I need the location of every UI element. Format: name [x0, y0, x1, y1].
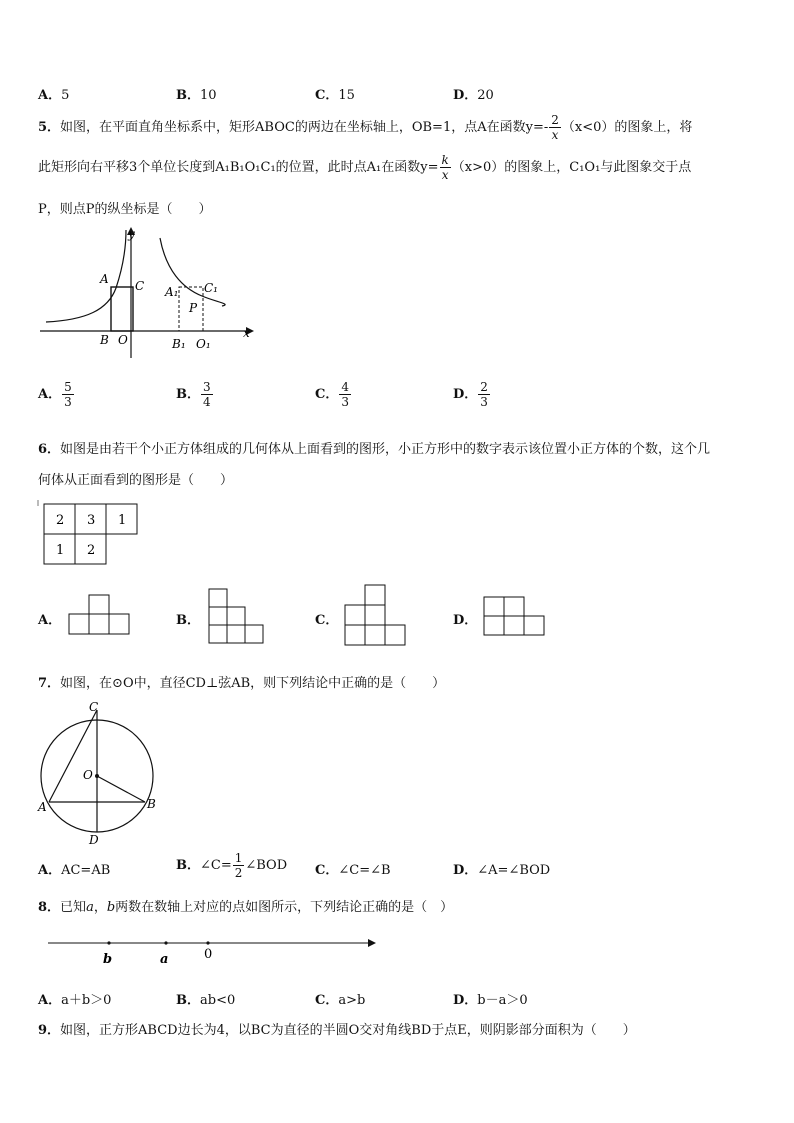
q6-line1: 6．如图是由若干个小正方体组成的几何体从上面看到的图形，小正方形中的数字表示该位置小正方体的个数，这个几 [38, 442, 711, 457]
q5-coordinate-figure [36, 224, 256, 360]
q5-option-d: D． $\frac{2}{3}$ [453, 380, 488, 409]
q8-option-b: B．ab<0 [176, 993, 236, 1008]
q8-option-a: A．a＋b＞0 [38, 993, 112, 1008]
label-c: C [89, 700, 99, 714]
label-b1: B₁ [172, 337, 186, 351]
q8-number-line [44, 932, 380, 968]
grid-cell-r1c2: 3 [87, 513, 96, 528]
q6-line2: 何体从正面看到的图形是（ ） [38, 473, 234, 488]
q5-fraction-k-over-x: $\frac{k}{x}$ [441, 153, 449, 182]
label-a1: A₁ [165, 285, 179, 299]
number-line-arrow-icon [368, 939, 376, 947]
label-d: D [89, 833, 99, 847]
grid-cell-r2c1: 1 [56, 543, 65, 558]
rectangle-aboc [111, 287, 133, 331]
q9-question: 9．如图，正方形ABCD边长为4，以BC为直径的半圆O交对角线BD于点E，则阴影部分面积为（ ） [38, 1023, 636, 1038]
q5-line1: 5．如图，在平面直角坐标系中，矩形ABOC的两边在坐标轴上，OB=1，点A在函数y=- $\frac{2}{x}$ （x<0）的图象上，将 [38, 113, 693, 142]
q4-option-a: A．5 [38, 88, 70, 103]
q4-option-c: C．15 [315, 88, 355, 103]
point-a [164, 941, 167, 944]
label-a: a [160, 952, 169, 967]
q6-option-b-label: B． [176, 613, 200, 628]
q5-line3: P，则点P的纵坐标是（ ） [38, 202, 212, 217]
center-point [95, 774, 99, 778]
segment-ob [97, 776, 145, 802]
q7-option-a: A．AC=AB [38, 863, 111, 878]
label-zero: 0 [204, 947, 213, 962]
segment-ac [49, 710, 97, 802]
label-c1: C₁ [204, 281, 218, 295]
q7-option-b: B．∠C= $\frac{1}{2}$ ∠BOD [176, 851, 288, 880]
q8-option-c: C．a>b [315, 993, 366, 1008]
grid-cell-r1c1: 2 [56, 513, 65, 528]
q6-option-b-figure [208, 588, 266, 646]
label-o1: O₁ [196, 337, 211, 351]
q5-fraction-2-over-x: $\frac{2}{x}$ [551, 113, 559, 142]
q7-circle-figure [34, 698, 164, 848]
q4-option-b: B．10 [176, 88, 217, 103]
q6-option-a-label: A． [38, 613, 62, 628]
q5-option-b: B． $\frac{3}{4}$ [176, 380, 211, 409]
grid-cell-r2c2: 2 [87, 543, 96, 558]
label-a: A [100, 272, 109, 286]
q5-line2: 此矩形向右平移3个单位长度到A₁B₁O₁C₁的位置，此时点A₁在函数y= $\frac{k}{x}$ （x>0）的图象上，C₁O₁与此图象交于点 [38, 153, 692, 182]
q5-option-c: C． $\frac{4}{3}$ [315, 380, 349, 409]
label-x: x [243, 326, 250, 340]
q6-option-d-figure [483, 596, 547, 638]
point-b [107, 941, 110, 944]
q7-option-c: C．∠C=∠B [315, 863, 391, 878]
label-o: O [83, 768, 93, 782]
point-zero [206, 941, 209, 944]
q6-option-c-label: C． [315, 613, 339, 628]
label-c: C [135, 279, 145, 293]
label-b: B [147, 797, 156, 811]
grid-cell-r1c3: 1 [118, 513, 127, 528]
q7-question: 7．如图，在⊙O中，直径CD⊥弦AB，则下列结论中正确的是（ ） [38, 676, 446, 691]
q6-top-view-grid [36, 498, 144, 566]
label-p: P [189, 301, 198, 315]
q6-option-c-figure [344, 584, 408, 648]
q4-option-d: D．20 [453, 88, 494, 103]
q8-question: 8．已知a，b两数在数轴上对应的点如图所示，下列结论正确的是（ ） [38, 900, 454, 915]
q8-option-d: D．b－a＞0 [453, 993, 528, 1008]
label-a: A [38, 800, 47, 814]
label-b: b [103, 952, 113, 967]
label-b: B [100, 333, 109, 347]
label-o: O [118, 333, 128, 347]
q6-option-d-label: D． [453, 613, 478, 628]
label-y: y [128, 227, 135, 241]
q6-option-a-figure [68, 594, 130, 636]
q7-option-d: D．∠A=∠BOD [453, 863, 551, 878]
left-hyperbola-branch [46, 230, 126, 322]
q5-option-a: A． $\frac{5}{3}$ [38, 380, 72, 409]
